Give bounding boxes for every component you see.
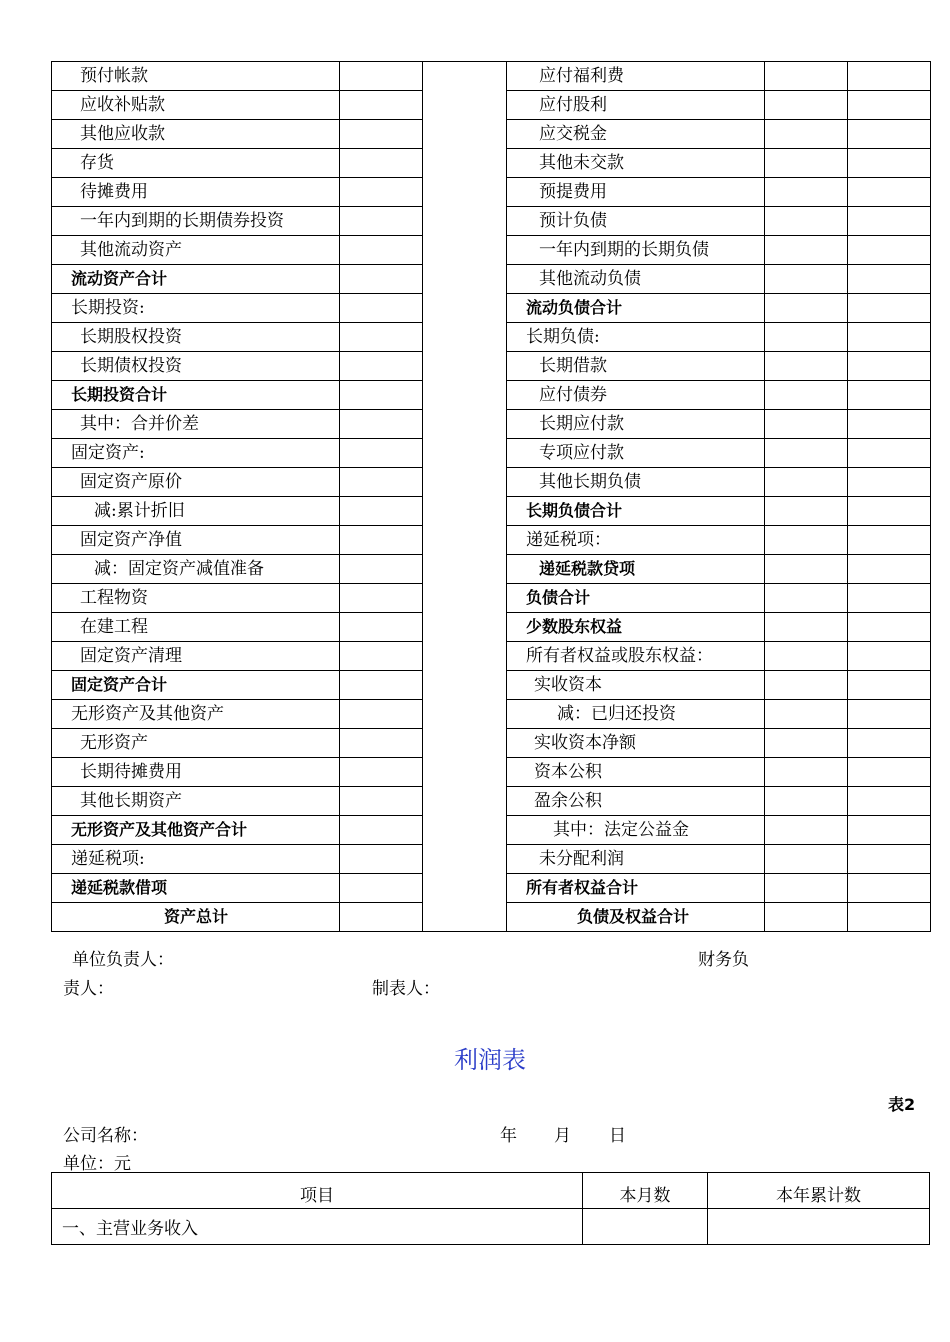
- asset-begin-value: [340, 294, 423, 323]
- liability-end-value: [848, 62, 931, 91]
- asset-item-label: 固定资产:: [52, 439, 340, 468]
- liability-end-value: [848, 439, 931, 468]
- asset-begin-value: [340, 149, 423, 178]
- liability-begin-value: [765, 62, 848, 91]
- row-ytd-value: [708, 1209, 930, 1245]
- asset-end-value: [423, 323, 507, 352]
- liability-begin-value: [765, 729, 848, 758]
- liability-item-label: 流动负债合计: [507, 294, 765, 323]
- unit-head-label: 单位负责人：: [72, 950, 174, 970]
- table-row: [52, 903, 931, 932]
- asset-begin-value: [340, 903, 423, 932]
- asset-end-value: [423, 265, 507, 294]
- asset-end-value: [423, 671, 507, 700]
- asset-begin-value: [340, 584, 423, 613]
- liability-item-label: 长期借款: [507, 352, 765, 381]
- asset-end-value: [423, 555, 507, 584]
- asset-item-label: 其中：合并价差: [52, 410, 340, 439]
- table-row: [52, 352, 931, 381]
- asset-item-label: 预付帐款: [52, 62, 340, 91]
- liability-end-value: [848, 91, 931, 120]
- asset-item-label: 其他流动资产: [52, 236, 340, 265]
- header-ytd: 本年累计数: [708, 1173, 930, 1209]
- preparer-label: 制表人：: [372, 979, 440, 999]
- liability-item-label: 其他长期负债: [507, 468, 765, 497]
- liability-item-label: 未分配利润: [507, 845, 765, 874]
- liability-end-value: [848, 265, 931, 294]
- asset-begin-value: [340, 671, 423, 700]
- liability-item-label: 实收资本净额: [507, 729, 765, 758]
- liability-end-value: [848, 294, 931, 323]
- asset-end-value: [423, 352, 507, 381]
- asset-end-value: [423, 613, 507, 642]
- asset-item-label: 无形资产及其他资产合计: [52, 816, 340, 845]
- asset-begin-value: [340, 700, 423, 729]
- asset-item-label: 工程物资: [52, 584, 340, 613]
- asset-item-label: 应收补贴款: [52, 91, 340, 120]
- asset-end-value: [423, 294, 507, 323]
- liability-begin-value: [765, 323, 848, 352]
- asset-begin-value: [340, 178, 423, 207]
- asset-end-value: [423, 410, 507, 439]
- table-row: [52, 207, 931, 236]
- asset-end-value: [423, 439, 507, 468]
- liability-end-value: [848, 787, 931, 816]
- liability-end-value: [848, 468, 931, 497]
- table-row: [52, 497, 931, 526]
- asset-begin-value: [340, 758, 423, 787]
- table-row: [52, 410, 931, 439]
- liability-end-value: [848, 903, 931, 932]
- liability-item-label: 预计负债: [507, 207, 765, 236]
- asset-begin-value: [340, 91, 423, 120]
- asset-end-value: [423, 816, 507, 845]
- liability-item-label: 减：已归还投资: [507, 700, 765, 729]
- liability-begin-value: [765, 265, 848, 294]
- asset-item-label: 资产总计: [52, 903, 340, 932]
- liability-item-label: 盈余公积: [507, 787, 765, 816]
- liability-item-label: 应付债券: [507, 381, 765, 410]
- asset-end-value: [423, 207, 507, 236]
- asset-end-value: [423, 874, 507, 903]
- liability-item-label: 负债合计: [507, 584, 765, 613]
- liability-begin-value: [765, 91, 848, 120]
- liability-begin-value: [765, 671, 848, 700]
- liability-begin-value: [765, 903, 848, 932]
- liability-begin-value: [765, 439, 848, 468]
- asset-end-value: [423, 700, 507, 729]
- asset-end-value: [423, 468, 507, 497]
- asset-begin-value: [340, 613, 423, 642]
- liability-item-label: 递延税款贷项: [507, 555, 765, 584]
- liability-item-label: 长期负债:: [507, 323, 765, 352]
- asset-item-label: 递延税款借项: [52, 874, 340, 903]
- finance-head-label-cont: 责人：: [63, 979, 114, 999]
- asset-begin-value: [340, 265, 423, 294]
- asset-end-value: [423, 526, 507, 555]
- year-label: 年: [500, 1126, 517, 1146]
- liability-begin-value: [765, 758, 848, 787]
- table-row: [52, 91, 931, 120]
- table-row: [52, 555, 931, 584]
- asset-begin-value: [340, 120, 423, 149]
- asset-begin-value: [340, 845, 423, 874]
- liability-end-value: [848, 178, 931, 207]
- table-row: [52, 874, 931, 903]
- asset-end-value: [423, 845, 507, 874]
- table-row: [52, 265, 931, 294]
- header-item: 项目: [52, 1173, 583, 1209]
- asset-item-label: 减：固定资产减值准备: [52, 555, 340, 584]
- table-row: [52, 149, 931, 178]
- liability-begin-value: [765, 149, 848, 178]
- asset-item-label: 在建工程: [52, 613, 340, 642]
- liability-begin-value: [765, 381, 848, 410]
- unit-label: 单位：元: [63, 1154, 131, 1174]
- asset-begin-value: [340, 642, 423, 671]
- asset-item-label: 长期投资合计: [52, 381, 340, 410]
- asset-item-label: 减:累计折旧: [52, 497, 340, 526]
- asset-item-label: 长期股权投资: [52, 323, 340, 352]
- liability-item-label: 其他未交款: [507, 149, 765, 178]
- liability-begin-value: [765, 874, 848, 903]
- liability-begin-value: [765, 700, 848, 729]
- liability-end-value: [848, 729, 931, 758]
- asset-item-label: 一年内到期的长期债券投资: [52, 207, 340, 236]
- liability-begin-value: [765, 468, 848, 497]
- table-row: [52, 120, 931, 149]
- header-month: 本月数: [583, 1173, 708, 1209]
- asset-end-value: [423, 758, 507, 787]
- table-row: [52, 845, 931, 874]
- asset-end-value: [423, 497, 507, 526]
- liability-item-label: 其中：法定公益金: [507, 816, 765, 845]
- liability-item-label: 预提费用: [507, 178, 765, 207]
- liability-end-value: [848, 352, 931, 381]
- liability-begin-value: [765, 497, 848, 526]
- liability-end-value: [848, 555, 931, 584]
- liability-end-value: [848, 526, 931, 555]
- asset-item-label: 长期债权投资: [52, 352, 340, 381]
- liability-end-value: [848, 816, 931, 845]
- liability-item-label: 一年内到期的长期负债: [507, 236, 765, 265]
- liability-end-value: [848, 613, 931, 642]
- liability-begin-value: [765, 555, 848, 584]
- liability-item-label: 负债及权益合计: [507, 903, 765, 932]
- asset-begin-value: [340, 323, 423, 352]
- asset-item-label: 待摊费用: [52, 178, 340, 207]
- asset-item-label: 固定资产清理: [52, 642, 340, 671]
- liability-begin-value: [765, 526, 848, 555]
- asset-end-value: [423, 178, 507, 207]
- liability-begin-value: [765, 613, 848, 642]
- company-name-label: 公司名称：: [63, 1126, 148, 1146]
- liability-end-value: [848, 323, 931, 352]
- asset-end-value: [423, 787, 507, 816]
- liability-end-value: [848, 700, 931, 729]
- liability-end-value: [848, 149, 931, 178]
- balance-sheet-table: [51, 61, 931, 932]
- liability-end-value: [848, 671, 931, 700]
- asset-begin-value: [340, 62, 423, 91]
- income-statement-title: 利润表: [454, 1046, 526, 1074]
- liability-begin-value: [765, 584, 848, 613]
- liability-begin-value: [765, 642, 848, 671]
- asset-item-label: 长期待摊费用: [52, 758, 340, 787]
- asset-item-label: 无形资产: [52, 729, 340, 758]
- liability-begin-value: [765, 410, 848, 439]
- asset-item-label: 固定资产原价: [52, 468, 340, 497]
- table-row: [52, 62, 931, 91]
- table-row: [52, 323, 931, 352]
- asset-end-value: [423, 381, 507, 410]
- asset-end-value: [423, 149, 507, 178]
- asset-begin-value: [340, 497, 423, 526]
- table-row: [52, 178, 931, 207]
- liability-end-value: [848, 584, 931, 613]
- liability-begin-value: [765, 352, 848, 381]
- asset-begin-value: [340, 236, 423, 265]
- table-row: [52, 758, 931, 787]
- asset-begin-value: [340, 816, 423, 845]
- finance-head-label: 财务负: [698, 950, 749, 970]
- liability-item-label: 实收资本: [507, 671, 765, 700]
- asset-item-label: 固定资产净值: [52, 526, 340, 555]
- liability-end-value: [848, 120, 931, 149]
- liability-end-value: [848, 758, 931, 787]
- liability-item-label: 长期应付款: [507, 410, 765, 439]
- liability-end-value: [848, 381, 931, 410]
- asset-end-value: [423, 120, 507, 149]
- liability-end-value: [848, 207, 931, 236]
- asset-end-value: [423, 642, 507, 671]
- asset-begin-value: [340, 352, 423, 381]
- asset-item-label: 长期投资:: [52, 294, 340, 323]
- liability-end-value: [848, 874, 931, 903]
- liability-item-label: 资本公积: [507, 758, 765, 787]
- liability-begin-value: [765, 207, 848, 236]
- day-label: 日: [609, 1126, 626, 1146]
- asset-end-value: [423, 584, 507, 613]
- asset-begin-value: [340, 207, 423, 236]
- asset-begin-value: [340, 410, 423, 439]
- liability-item-label: 应付福利费: [507, 62, 765, 91]
- liability-begin-value: [765, 120, 848, 149]
- table-row: [52, 468, 931, 497]
- table-row: [52, 787, 931, 816]
- liability-item-label: 应付股利: [507, 91, 765, 120]
- asset-begin-value: [340, 381, 423, 410]
- liability-begin-value: [765, 845, 848, 874]
- asset-item-label: 流动资产合计: [52, 265, 340, 294]
- liability-begin-value: [765, 816, 848, 845]
- income-statement-table: [51, 1172, 930, 1245]
- table-row: [52, 526, 931, 555]
- asset-end-value: [423, 903, 507, 932]
- asset-end-value: [423, 729, 507, 758]
- table-row: [52, 294, 931, 323]
- row-item: 一、主营业务收入: [52, 1209, 583, 1245]
- table-row: [52, 236, 931, 265]
- liability-item-label: 所有者权益或股东权益：: [507, 642, 765, 671]
- liability-begin-value: [765, 236, 848, 265]
- table-row: [52, 700, 931, 729]
- liability-item-label: 少数股东权益: [507, 613, 765, 642]
- asset-item-label: 其他应收款: [52, 120, 340, 149]
- liability-end-value: [848, 410, 931, 439]
- asset-begin-value: [340, 526, 423, 555]
- liability-end-value: [848, 845, 931, 874]
- table-number: 表2: [888, 1095, 916, 1114]
- liability-end-value: [848, 236, 931, 265]
- liability-begin-value: [765, 787, 848, 816]
- asset-begin-value: [340, 439, 423, 468]
- asset-begin-value: [340, 555, 423, 584]
- table-row: [52, 671, 931, 700]
- liability-item-label: 长期负债合计: [507, 497, 765, 526]
- liability-end-value: [848, 497, 931, 526]
- row-month-value: [583, 1209, 708, 1245]
- asset-begin-value: [340, 787, 423, 816]
- table-row: [52, 642, 931, 671]
- liability-item-label: 递延税项：: [507, 526, 765, 555]
- asset-end-value: [423, 91, 507, 120]
- asset-end-value: [423, 236, 507, 265]
- asset-begin-value: [340, 468, 423, 497]
- table-row: [52, 729, 931, 758]
- asset-begin-value: [340, 874, 423, 903]
- asset-item-label: 其他长期资产: [52, 787, 340, 816]
- liability-begin-value: [765, 178, 848, 207]
- liability-item-label: 所有者权益合计: [507, 874, 765, 903]
- liability-begin-value: [765, 294, 848, 323]
- month-label: 月: [554, 1126, 571, 1146]
- asset-item-label: 存货: [52, 149, 340, 178]
- asset-item-label: 无形资产及其他资产: [52, 700, 340, 729]
- table-row: [52, 584, 931, 613]
- liability-item-label: 其他流动负债: [507, 265, 765, 294]
- liability-item-label: 专项应付款: [507, 439, 765, 468]
- table-row: [52, 439, 931, 468]
- asset-item-label: 固定资产合计: [52, 671, 340, 700]
- table-row: [52, 816, 931, 845]
- liability-end-value: [848, 642, 931, 671]
- asset-item-label: 递延税项:: [52, 845, 340, 874]
- asset-begin-value: [340, 729, 423, 758]
- table-row: [52, 381, 931, 410]
- liability-item-label: 应交税金: [507, 120, 765, 149]
- asset-end-value: [423, 62, 507, 91]
- table-row: [52, 613, 931, 642]
